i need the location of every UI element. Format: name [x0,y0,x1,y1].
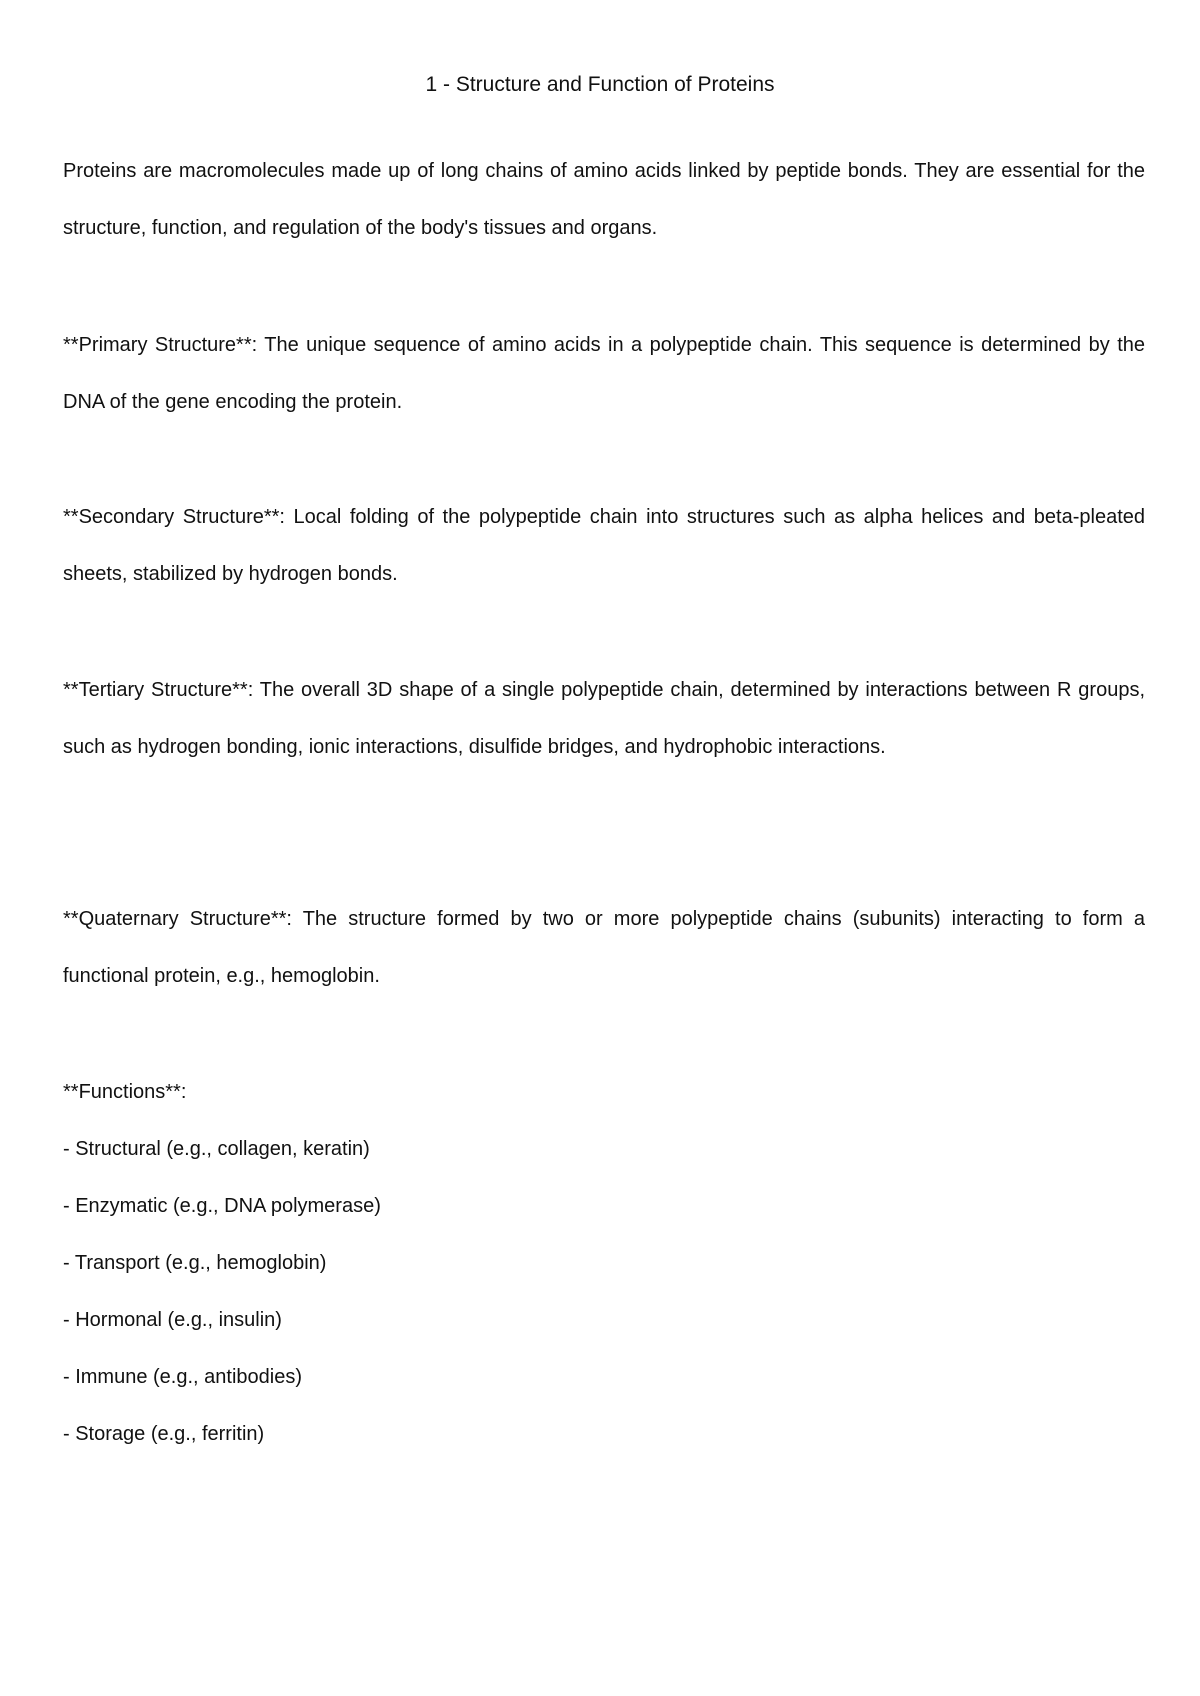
function-item-transport: - Transport (e.g., hemoglobin) [63,1252,327,1274]
document-title: 1 - Structure and Function of Proteins [425,73,775,96]
intro-paragraph: Proteins are macromolecules made up of long chains of amino acids linked by peptide bonds. They are essential for the structure, function, and regulation of the body's tissues and organs. [63,160,1145,239]
primary-structure-paragraph: **Primary Structure**: The unique sequence of amino acids in a polypeptide chain. This sequence is determined by the DNA of the gene encoding the protein. [63,334,1145,413]
function-item-hormonal: - Hormonal (e.g., insulin) [63,1309,282,1331]
functions-list [63,1121,381,1463]
functions-heading: **Functions**: [63,1081,187,1103]
secondary-structure-paragraph: **Secondary Structure**: Local folding of the polypeptide chain into structures such as alpha helices and beta-pleated sheets, stabilized by hydrogen bonds. [63,506,1145,585]
function-item-immune: - Immune (e.g., antibodies) [63,1366,302,1388]
function-item-enzymatic: - Enzymatic (e.g., DNA polymerase) [63,1195,381,1217]
function-item-structural: - Structural (e.g., collagen, keratin) [63,1138,370,1160]
tertiary-structure-paragraph: **Tertiary Structure**: The overall 3D shape of a single polypeptide chain, determined by interactions between R groups, such as hydrogen bonding, ionic interactions, disulfide bridges, and hydrophobic interactions. [63,679,1145,758]
quaternary-structure-paragraph: **Quaternary Structure**: The structure formed by two or more polypeptide chains (subunits) interacting to form a functional protein, e.g., hemoglobin. [63,908,1145,987]
function-item-storage: - Storage (e.g., ferritin) [63,1423,265,1445]
